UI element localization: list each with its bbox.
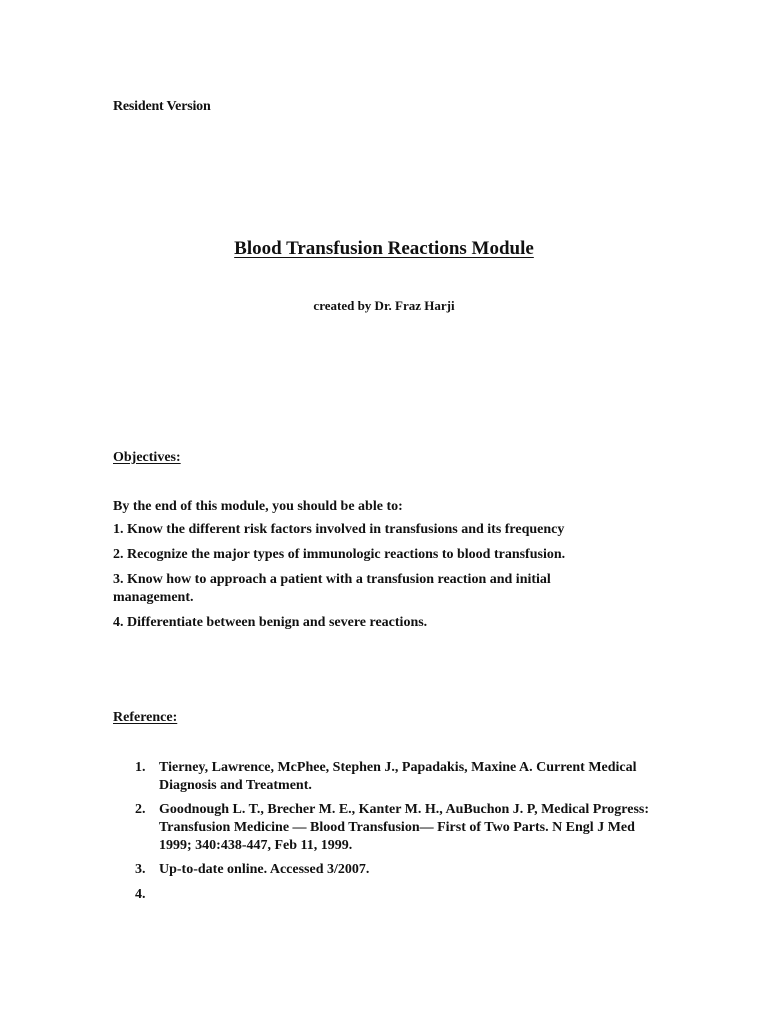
reference-number: 4. bbox=[135, 887, 146, 902]
document-author: created by Dr. Fraz Harji bbox=[313, 298, 455, 313]
reference-number: 3. bbox=[135, 862, 146, 877]
document-version-label: Resident Version bbox=[113, 99, 211, 114]
reference-text: Up-to-date online. Accessed 3/2007. bbox=[159, 862, 370, 877]
objective-item: 1. Know the different risk factors involved in transfusions and its frequency bbox=[113, 522, 565, 537]
reference-text: Tierney, Lawrence, McPhee, Stephen J., Papadakis, Maxine A. Current Medical Diagnosis and Treatment. bbox=[159, 760, 637, 793]
reference-number: 2. bbox=[135, 802, 146, 817]
objectives-intro: By the end of this module, you should be able to: bbox=[113, 499, 403, 514]
document-title: Blood Transfusion Reactions Module bbox=[234, 238, 534, 259]
reference-heading: Reference: bbox=[113, 710, 178, 725]
objective-item: 2. Recognize the major types of immunologic reactions to blood transfusion. bbox=[113, 547, 566, 562]
objective-item: 4. Differentiate between benign and severe reactions. bbox=[113, 615, 428, 630]
objectives-heading: Objectives: bbox=[113, 450, 181, 465]
objective-item: 3. Know how to approach a patient with a transfusion reaction and initial management. bbox=[113, 572, 551, 605]
reference-number: 1. bbox=[135, 760, 146, 775]
reference-text: Goodnough L. T., Brecher M. E., Kanter M. H., AuBuchon J. P, Medical Progress: Transfusion Medicine — Blood Transfusion— First of Two Parts. N Engl J Med 1999; 340:438-447, Feb 11, 1999. bbox=[159, 802, 650, 853]
